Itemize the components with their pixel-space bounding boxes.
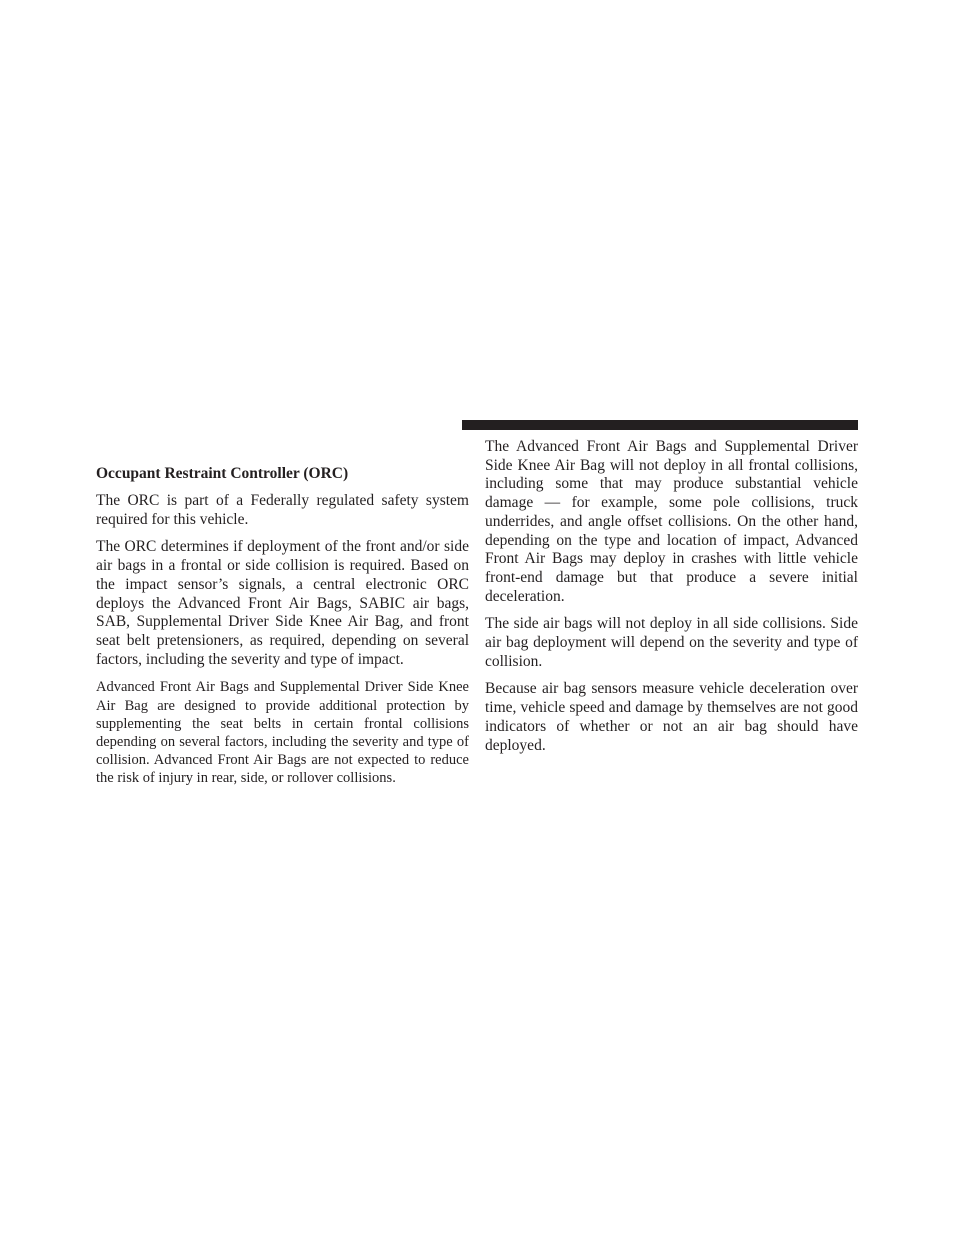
left-column bbox=[96, 464, 469, 797]
sensor-paragraph: Because air bag sensors measure vehicle deceleration over time, vehicle speed and damage by themselves are not good indicators of whether or not an air bag should have deployed. bbox=[485, 680, 858, 754]
front-air-bags-paragraph: Advanced Front Air Bags and Supplemental Driver Side Knee Air Bag are designed to provide additional protection by supplementing the seat belts in certain frontal collisions depending on several factors, including the severity and type of collision. Advanced Front Air Bags are not expected to reduce the risk of injury in rear, side, or rollover collisions. bbox=[96, 679, 469, 787]
side-collision-paragraph: The side air bags will not deploy in all side collisions. Side air bag deployment will depend on the severity and type of collision. bbox=[485, 615, 858, 670]
section-rule bbox=[462, 420, 858, 430]
orc-intro-paragraph: The ORC is part of a Federally regulated safety system required for this vehicle. bbox=[96, 492, 469, 528]
section-heading: Occupant Restraint Controller (ORC) bbox=[96, 465, 349, 482]
orc-deployment-paragraph: The ORC determines if deployment of the front and/or side air bags in a frontal or side collision is required. Based on the impact sensor’s signals, a central electronic ORC deploys the Advanced Front Air Bags, SABIC air bags, SAB, Supplemental Driver Side Knee Air Bag, and front seat belt pretensioners, as required, depending on several factors, including the severity and type of impact. bbox=[96, 538, 469, 668]
frontal-collision-paragraph: The Advanced Front Air Bags and Supplemental Driver Side Knee Air Bag will not deploy in all frontal collisions, including some that may produce substantial vehicle damage — for example, some pole collisions, truck underrides, and angle offset collisions. On the other hand, depending on the type and location of impact, Advanced Front Air Bags may deploy in crashes with little vehicle front-end damage but that produce a severe initial deceleration. bbox=[485, 438, 858, 605]
right-column bbox=[485, 438, 858, 764]
